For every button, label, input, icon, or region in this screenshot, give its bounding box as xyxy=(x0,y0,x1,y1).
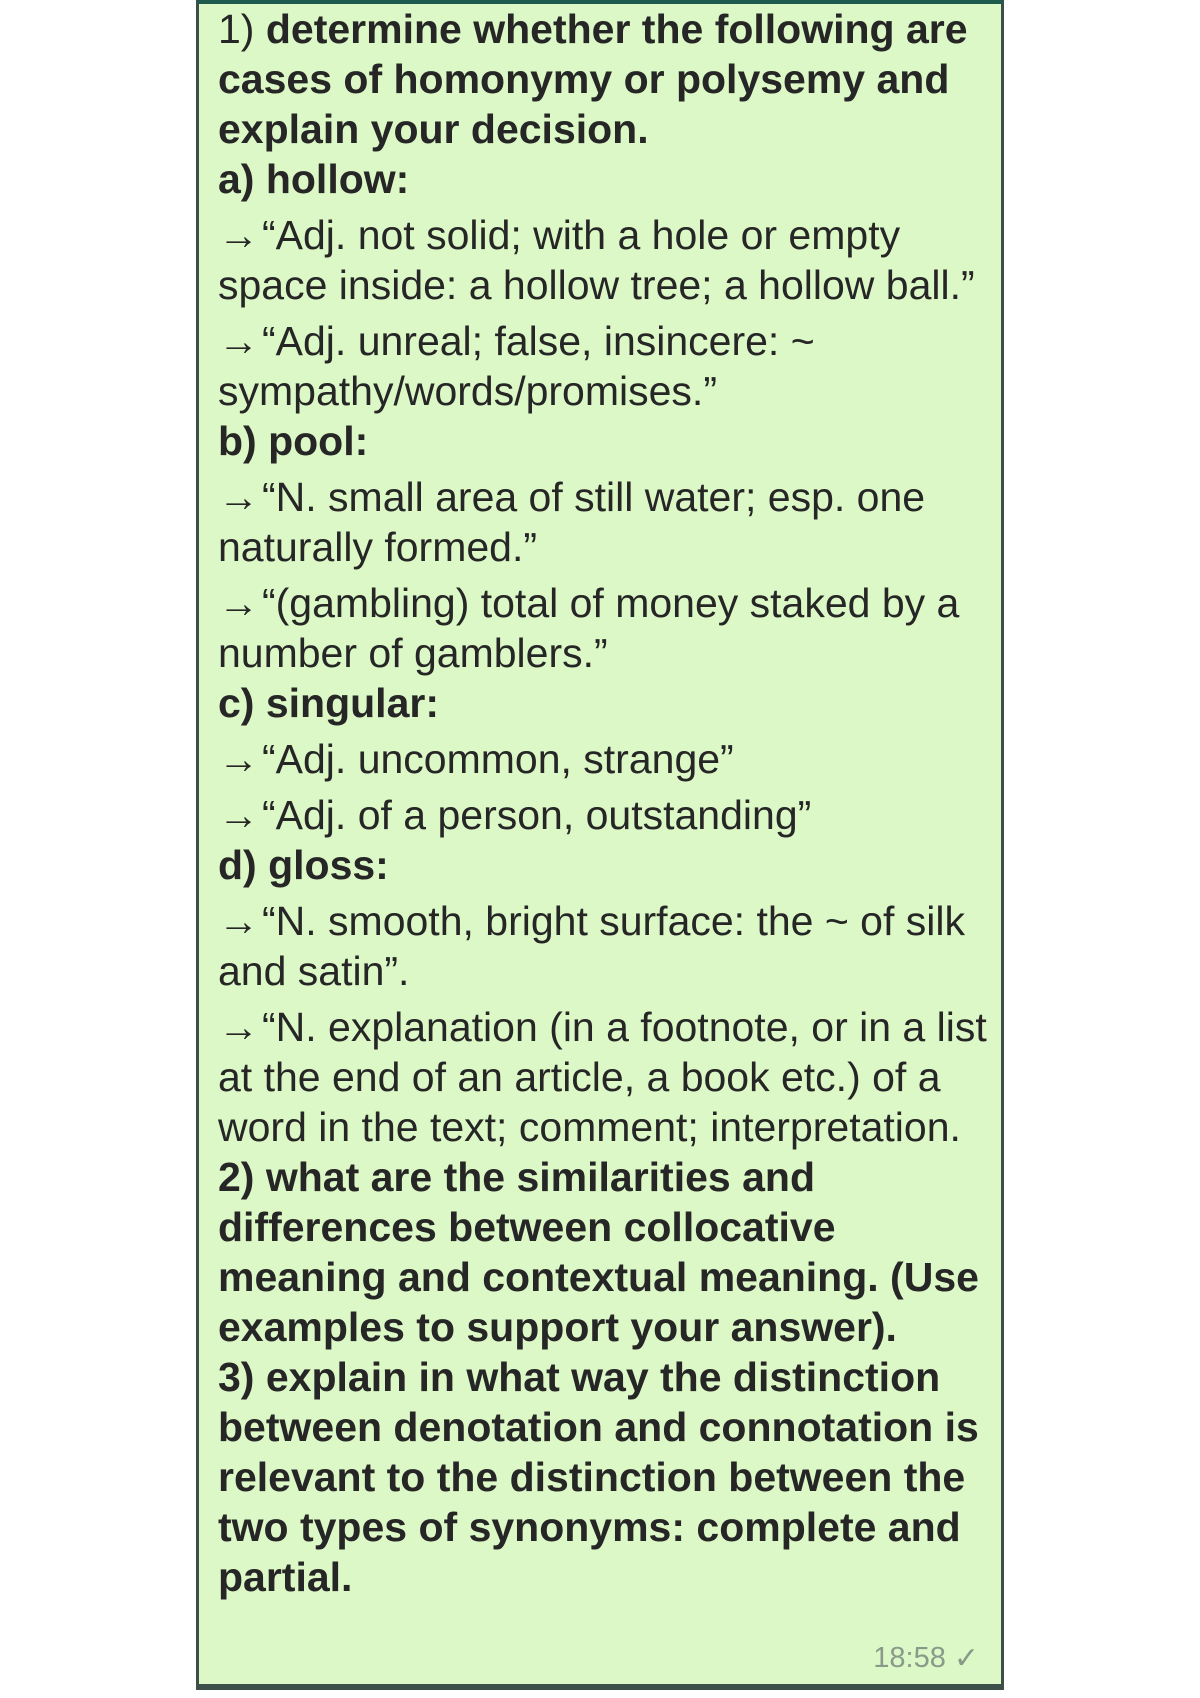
message-text xyxy=(218,4,998,1602)
item-b-label: b) pool: xyxy=(218,418,369,464)
single-check-icon: ✓ xyxy=(953,1642,979,1675)
arrow-icon: → xyxy=(218,792,259,838)
item-b-def-1 xyxy=(218,472,998,572)
question-2: 2) what are the similarities and differences between collocative meaning and contextual meaning. (Use examples to support your answer). xyxy=(218,1154,979,1350)
arrow-icon: → xyxy=(218,212,259,258)
arrow-icon: → xyxy=(218,898,259,944)
item-b-def-2 xyxy=(218,578,998,678)
definition-text: “Adj. not solid; with a hole or empty space inside: a hollow tree; a hollow ball.” xyxy=(218,212,975,308)
question-3: 3) explain in what way the distinction between denotation and connotation is relevant to the distinction between the two types of synonyms: complete and partial. xyxy=(218,1354,979,1600)
item-d-def-1 xyxy=(218,896,998,996)
definition-text: “N. explanation (in a footnote, or in a list at the end of an article, a book etc.) of a word in the text; comment; interpretation. xyxy=(218,1004,987,1150)
definition-text: “N. small area of still water; esp. one naturally formed.” xyxy=(218,474,926,570)
definition-text: “Adj. of a person, outstanding” xyxy=(262,792,812,838)
message-time: 18:58 xyxy=(873,1642,946,1674)
arrow-icon: → xyxy=(218,1004,259,1050)
message-bubble[interactable] xyxy=(196,0,1004,1690)
item-d-def-2 xyxy=(218,1002,998,1152)
item-c-def-2 xyxy=(218,790,998,840)
definition-text: “(gambling) total of money staked by a number of gamblers.” xyxy=(218,580,960,676)
item-c-label: c) singular: xyxy=(218,680,439,726)
arrow-icon: → xyxy=(218,474,259,520)
arrow-icon: → xyxy=(218,318,259,364)
message-meta xyxy=(873,1641,979,1676)
definition-text: “Adj. uncommon, strange” xyxy=(262,736,734,782)
definition-text: “N. smooth, bright surface: the ~ of silk and satin”. xyxy=(218,898,965,994)
question-1-number: 1) xyxy=(218,6,255,52)
question-1-text: determine whether the following are cases of homonymy or polysemy and explain your decision. xyxy=(218,6,968,152)
question-1 xyxy=(218,4,998,154)
arrow-icon: → xyxy=(218,580,259,626)
item-a-def-1 xyxy=(218,210,998,310)
item-a-def-2 xyxy=(218,316,998,416)
item-a-label: a) hollow: xyxy=(218,156,410,202)
item-d-label: d) gloss: xyxy=(218,842,389,888)
definition-text: “Adj. unreal; false, insincere: ~ sympathy/words/promises.” xyxy=(218,318,815,414)
item-c-def-1 xyxy=(218,734,998,784)
arrow-icon: → xyxy=(218,736,259,782)
